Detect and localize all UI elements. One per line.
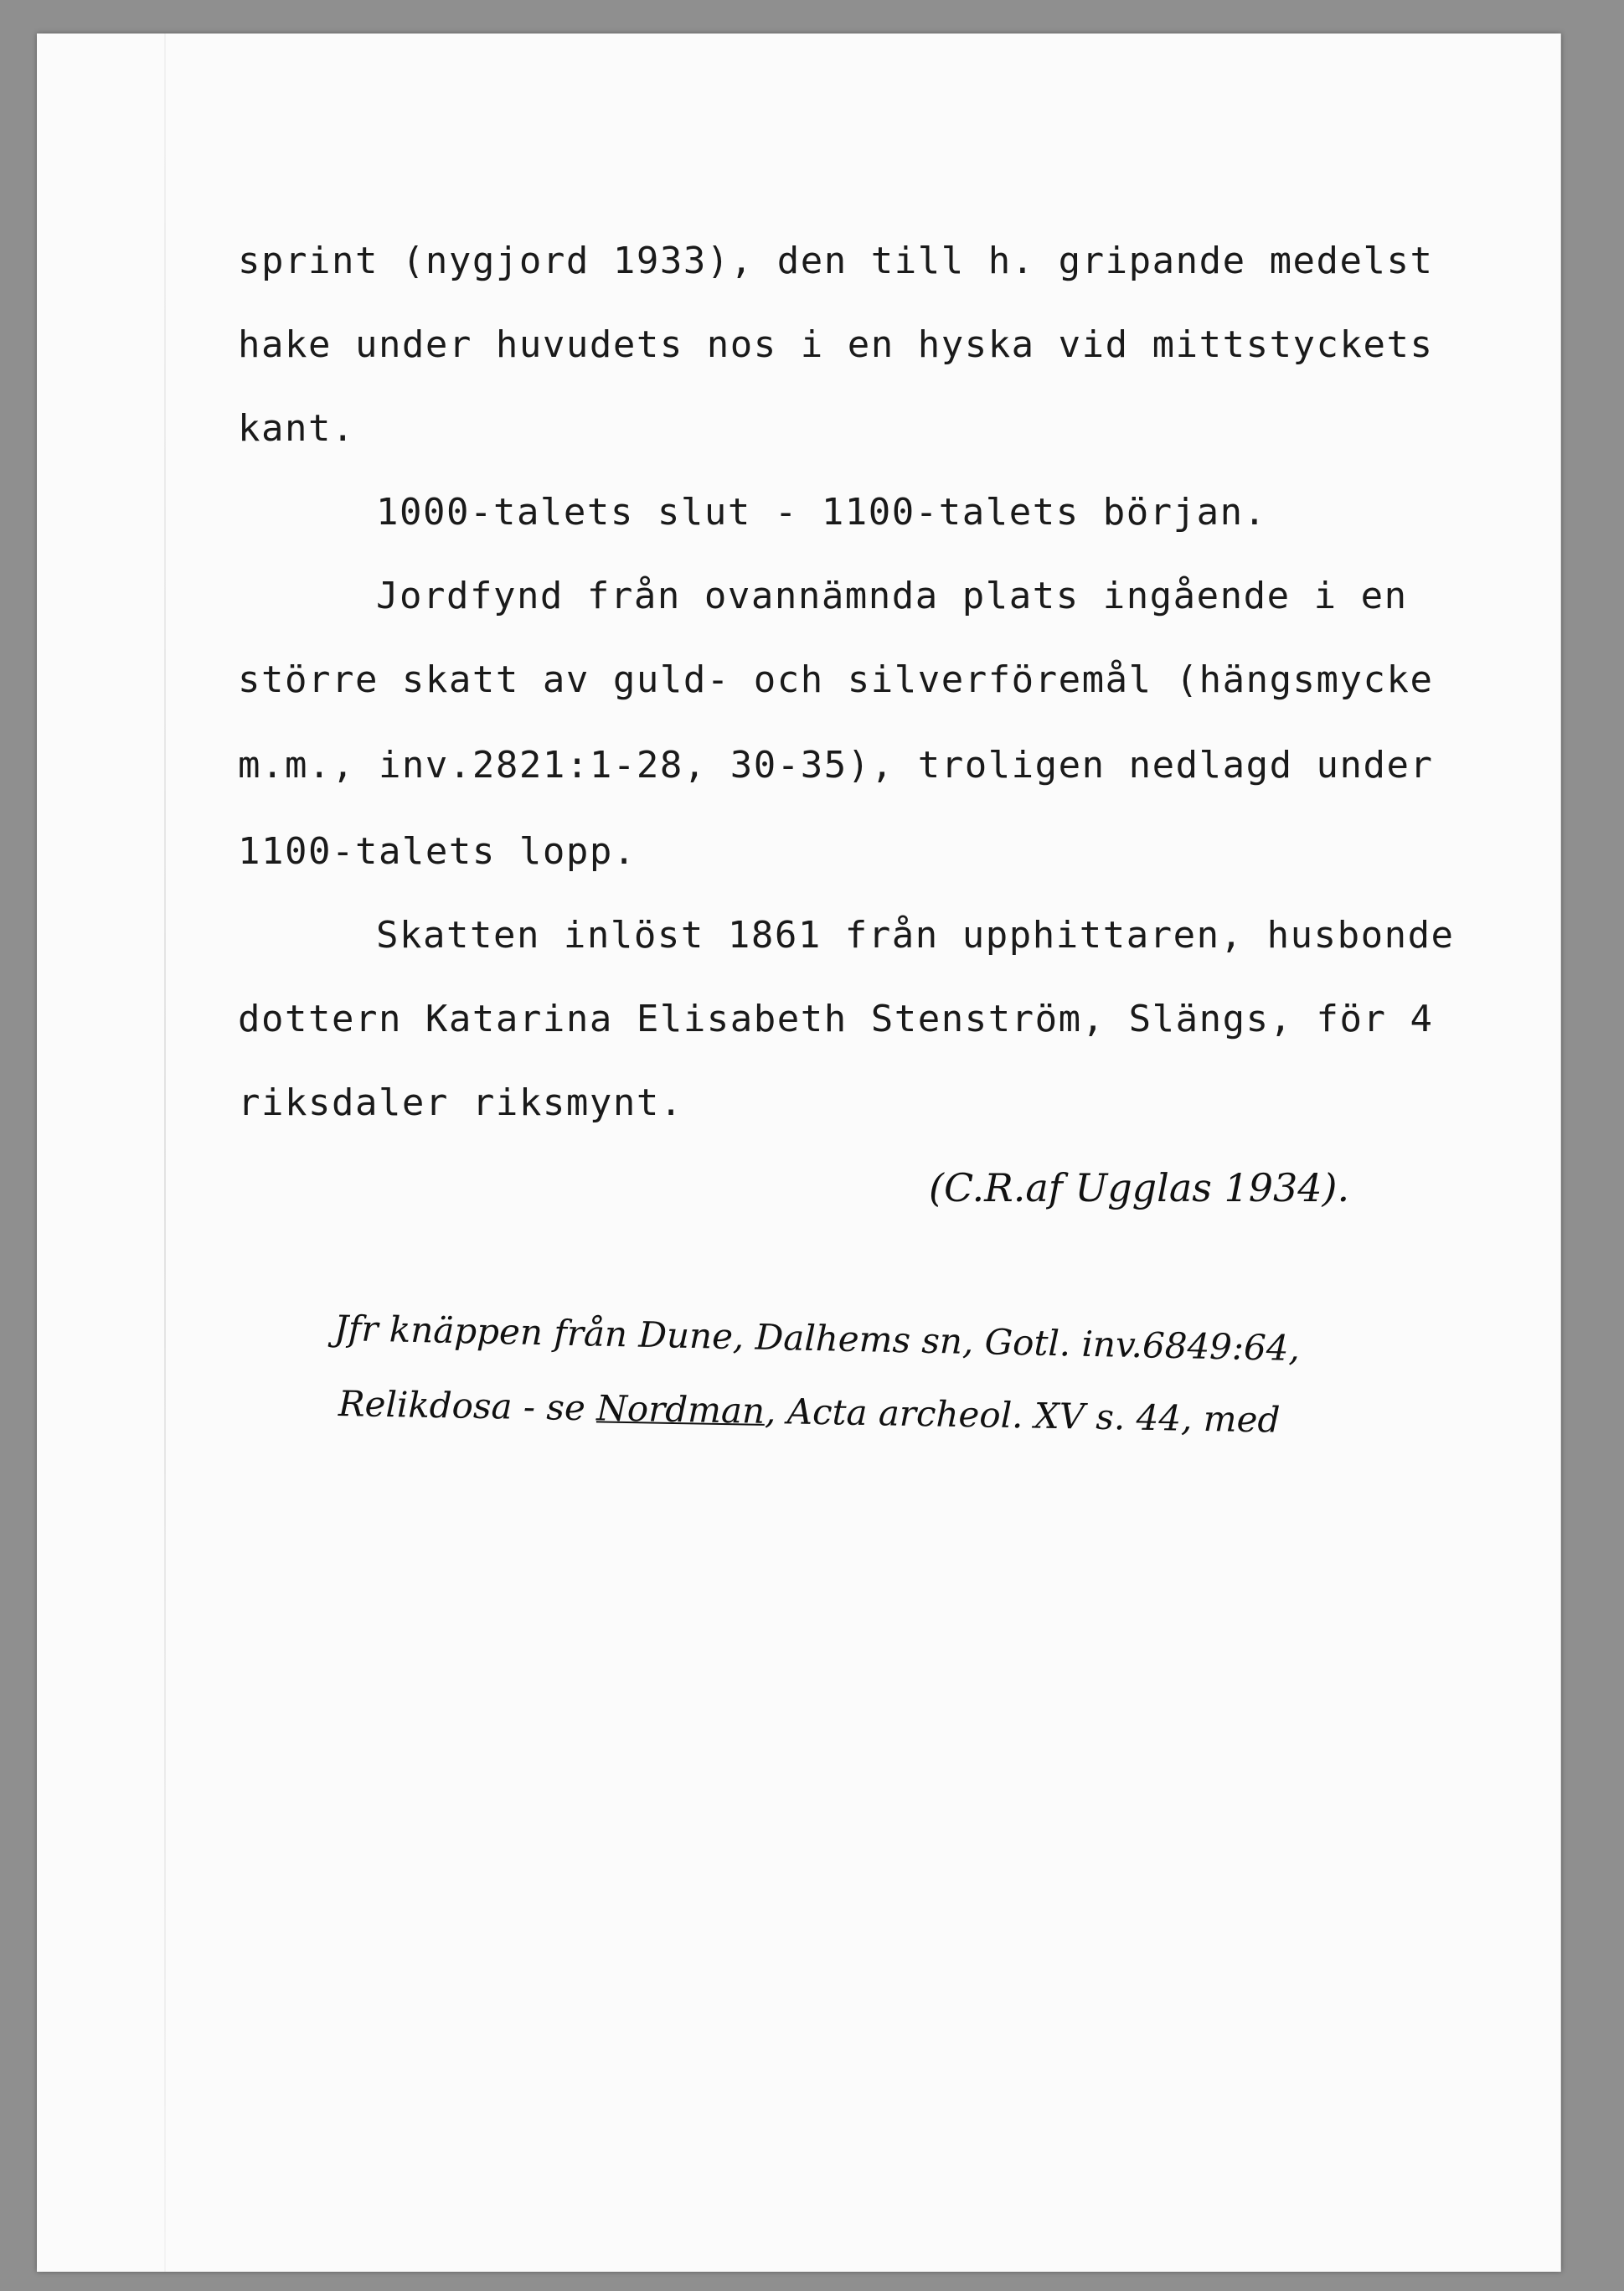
typed-line-9: Skatten inlöst 1861 från upphittaren, husbonde [376, 914, 1455, 957]
paper-sheet [37, 34, 1561, 2272]
note-text-before: Relikdosa - se [338, 1383, 586, 1429]
handwritten-note-line-1: Jfr knäppen från Dune, Dalhems sn, Gotl. inv.6849:64, [333, 1308, 1301, 1370]
note-text-after: , Acta archeol. XV s. 44, med [764, 1390, 1281, 1441]
typed-line-2: hake under huvudets nos i en hyska vid mittstyckets [238, 323, 1434, 366]
typed-line-4: 1000-talets slut - 1100-talets början. [376, 491, 1267, 534]
handwritten-note-line-2 [338, 1383, 1281, 1441]
typed-line-3: kant. [238, 407, 355, 450]
typed-line-6: större skatt av guld- och silverföremål (hängsmycke [238, 658, 1434, 701]
paper-edge [1560, 34, 1561, 2272]
typed-line-7: m.m., inv.2821:1-28, 30-35), troligen nedlagd under [238, 744, 1434, 787]
typed-line-5: Jordfynd från ovannämnda plats ingående i en [376, 575, 1408, 617]
typed-line-11: riksdaler riksmynt. [238, 1081, 683, 1124]
underlined-author-name: Nordman [595, 1387, 766, 1432]
fold-line [164, 34, 166, 2272]
typed-line-8: 1100-talets lopp. [238, 830, 637, 873]
author-signature: (C.R.af Ugglas 1934). [929, 1165, 1350, 1210]
typed-line-10: dottern Katarina Elisabeth Stenström, Slängs, för 4 [238, 998, 1434, 1040]
typed-line-1: sprint (nygjord 1933), den till h. gripande medelst [238, 240, 1434, 282]
